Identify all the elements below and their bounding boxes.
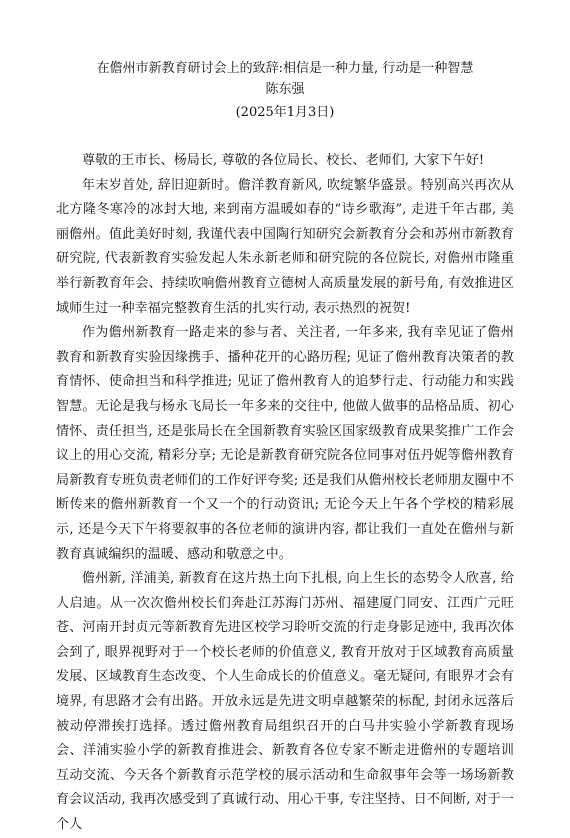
document-header xyxy=(56,60,514,122)
document-body xyxy=(56,149,514,838)
document-date: (2025年1月3日) xyxy=(235,105,335,120)
paragraph-greeting: 尊敬的王市长、杨局长, 尊敬的各位局长、校长、老师们, 大家下午好! xyxy=(82,153,485,168)
paragraph-witness: 作为儋州新教育一路走来的参与者、关注者, 一年多来, 我有幸见证了儋州教育和新教育实验因缘携手、播种花开的心路历程; 见证了儋州教育决策者的教育情怀、使命担当和科学推进; 见证了儋州教育人的追梦行走、行动能力和实践智慧。无论是我与杨永飞局长一年多来的交往中, 他做人做事的品格品质、初心情怀、责任担当, 还是张局长在全国新教育实验区国家级教育成果奖推广工作会议上的用心交流, 精彩分享; 无论是新教育研究院各位同事对伍丹妮等儋州教育局新教育专班负责老师们的工作好评夸奖; 还是我们从儋州校长老师朋友圈中不断传来的儋州新教育一个又一个的行动资讯; 无论今天上午各个学校的精彩展示, 还是今天下午将要叙事的各位老师的演讲内容, 都让我们一直处在儋州与新教育真诚编织的温暖、感动和敬意之中。 xyxy=(56,325,514,562)
document-title: 在儋州市新教育研讨会上的致辞:相信是一种力量, 行动是一种智慧 xyxy=(96,61,474,76)
document-author: 陈东强 xyxy=(265,82,305,97)
paragraph-opening: 年末岁首处, 辞旧迎新时。儋洋教育新风, 吹绽繁华盛景。特别高兴再次从北方隆冬寒冷的冰封大地, 来到南方温暖如春的“诗乡歌海”, 走进千年古郡, 美丽儋州。值此美好时刻, 我谨代表中国陶行知研究会新教育分会和苏州市新教育研究院, 代表新教育实验发起人朱永新老师和研究院的各位院长, 对儋州市隆重举行新教育年会、持续吹响儋州教育立德树人高质量发展的新号角, 有效推进区域师生过一种幸福完整教育生活的扎实行动, 表示热烈的祝贺! xyxy=(56,177,514,316)
paragraph-growth: 儋州新, 洋浦美, 新教育在这片热土向下扎根, 向上生长的态势令人欣喜, 给人启迪。从一次次儋州校长们奔赴江苏海门苏州、福建厦门同安、江西广元旺苍、河南开封贞元等新教育先进区校学习聆听交流的行走身影足迹中, 我再次体会到了, 眼界视野对于一个校长老师的价值意义, 教育开放对于区域教育高质量发展、区域教育生态改变、个人生命成长的价值意义。毫无疑问, 有眼界才会有境界, 有思路才会有出路。开放永远是先进文明卓越繁荣的标配, 封闭永远落后被动停滞挨打选择。透过儋州教育局组织召开的白马井实验小学新教育现场会、洋浦实验小学的新教育推进会、新教育各位专家不断走进儋州的专题培训互动交流、今天各个新教育示范学校的展示活动和生命叙事年会等一场场新教育会议活动, 我再次感受到了真诚行动、用心干事, 专注坚持、日不间断, 对于一个人 xyxy=(56,571,514,833)
